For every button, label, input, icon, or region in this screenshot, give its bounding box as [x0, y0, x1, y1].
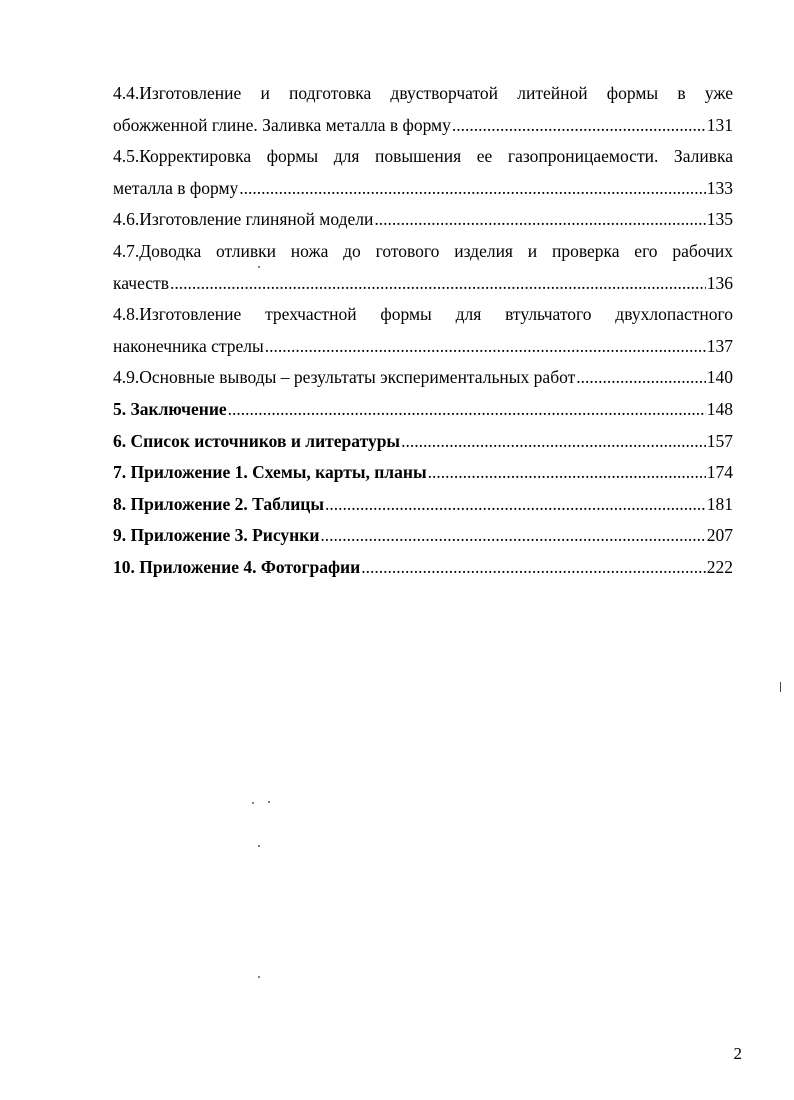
toc-entry-text: 9. Приложение 3. Рисунки [113, 525, 320, 546]
toc-page-number: 157 [706, 430, 733, 451]
toc-entry-text: 6. Список источников и литературы [113, 430, 401, 451]
leader-dots [325, 489, 706, 521]
toc-entry-text: 10. Приложение 4. Фотографии [113, 556, 361, 577]
toc-entry-4-4 [113, 78, 733, 141]
scan-speck [258, 266, 260, 268]
toc-page-number: 137 [706, 335, 733, 356]
scan-speck [268, 801, 270, 803]
leader-dots [320, 520, 705, 552]
toc-entry-text: 7. Приложение 1. Схемы, карты, планы [113, 462, 427, 483]
toc-entry-text-line1: 4.5.Корректировка формы для повышения ее газопроницаемости. Заливка [113, 146, 733, 167]
toc-entry-10 [113, 552, 733, 584]
toc-entry-text-line1: 4.4.Изготовление и подготовка двустворчатой литейной формы в уже [113, 83, 733, 103]
scan-speck [252, 802, 254, 804]
toc-entry-4-9 [113, 362, 733, 394]
leader-dots [428, 457, 706, 489]
toc-page-number: 140 [706, 367, 733, 388]
toc-entry-text: 5. Заключение [113, 398, 227, 419]
toc-entry-8 [113, 489, 733, 521]
toc-entry-6 [113, 426, 733, 458]
toc-entry-9 [113, 520, 733, 552]
scan-speck [258, 976, 260, 978]
toc-entry-4-7 [113, 236, 733, 299]
table-of-contents [113, 78, 733, 584]
toc-entry-7 [113, 457, 733, 489]
toc-page-number: 207 [706, 525, 733, 546]
toc-entry-text-line1: 4.8.Изготовление трехчастной формы для втульчатого двухлопастного [113, 304, 733, 325]
leader-dots [452, 110, 706, 142]
toc-page-number: 148 [706, 398, 733, 419]
toc-entry-4-6 [113, 204, 733, 236]
toc-page-number: 174 [706, 462, 733, 483]
toc-entry-4-5 [113, 141, 733, 204]
toc-entry-text-line1: 4.7.Доводка отливки ножа до готового изделия и проверка его рабочих [113, 240, 733, 261]
toc-entry-text-line2: обожженной глине. Заливка металла в форму [113, 114, 451, 135]
toc-entry-4-8 [113, 299, 733, 362]
leader-dots [401, 426, 706, 458]
toc-page-number: 133 [706, 177, 733, 198]
toc-entry-text: 4.6.Изготовление глиняной модели [113, 209, 374, 230]
leader-dots [265, 331, 706, 363]
page-number: 2 [733, 1044, 742, 1063]
toc-page-number: 136 [706, 272, 733, 293]
toc-entry-text: 4.9.Основные выводы – результаты экспериментальных работ [113, 367, 576, 388]
leader-dots [576, 362, 705, 394]
leader-dots [170, 268, 706, 300]
toc-page-number: 222 [706, 556, 733, 577]
leader-dots [374, 204, 705, 236]
toc-page-number: 135 [706, 209, 733, 230]
scan-mark [780, 682, 781, 692]
toc-entry-text-line2: металла в форму [113, 177, 239, 198]
toc-page-number: 181 [706, 493, 733, 514]
toc-entry-5 [113, 394, 733, 426]
toc-entry-text-line2: качеств [113, 272, 169, 293]
toc-entry-text: 8. Приложение 2. Таблицы [113, 493, 325, 514]
scan-speck [258, 845, 260, 847]
leader-dots [228, 394, 706, 426]
toc-entry-text-line2: наконечника стрелы [113, 335, 264, 356]
leader-dots [239, 173, 705, 205]
leader-dots [361, 552, 706, 584]
toc-page-number: 131 [706, 114, 733, 135]
